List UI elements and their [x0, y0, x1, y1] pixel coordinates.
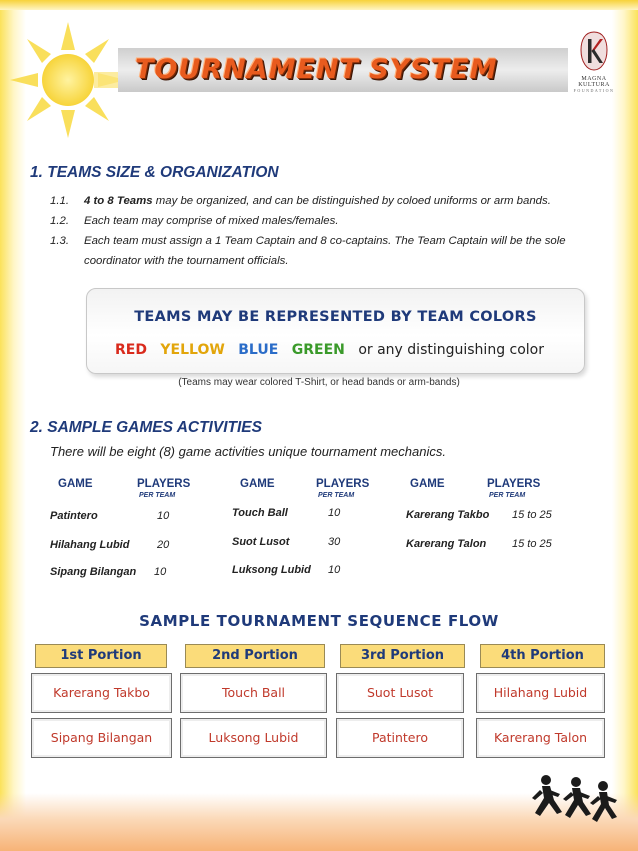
flow-cell: Karerang Takbo — [31, 673, 172, 713]
flow-cell: Sipang Bilangan — [31, 718, 172, 758]
flow-cell: Suot Lusot — [336, 673, 464, 713]
flow-title: SAMPLE TOURNAMENT SEQUENCE FLOW — [139, 612, 499, 630]
portion-header-2: 2nd Portion — [185, 644, 325, 668]
logo-k-icon — [579, 30, 609, 72]
list-item-number: 1.2. — [50, 215, 69, 227]
top-border-strip — [0, 0, 638, 10]
list-item — [50, 211, 625, 231]
game-name: Karerang Talon — [406, 538, 487, 550]
game-name: Karerang Takbo — [406, 509, 490, 521]
game-name: Touch Ball — [232, 507, 288, 519]
section-2-intro: There will be eight (8) game activities unique tournament mechanics. — [50, 444, 446, 459]
list-item-text: Each team may comprise of mixed males/females. — [84, 215, 339, 227]
flow-cell: Karerang Talon — [476, 718, 605, 758]
portion-header-4: 4th Portion — [480, 644, 605, 668]
logo — [566, 30, 622, 93]
page-title: TOURNAMENT SYSTEM — [135, 54, 498, 85]
color-green: GREEN — [291, 342, 345, 358]
game-players: 15 to 25 — [512, 538, 552, 550]
game-players: 10 — [328, 564, 341, 576]
section-2-heading: 2. SAMPLE GAMES ACTIVITIES — [30, 419, 262, 436]
col-header-players: PLAYERS — [316, 478, 370, 490]
flow-cell: Patintero — [336, 718, 464, 758]
team-colors-headline: TEAMS MAY BE REPRESENTED BY TEAM COLORS — [134, 309, 537, 325]
list-item-number: 1.3. — [50, 235, 69, 247]
col-header-per-team: PER TEAM — [139, 492, 176, 499]
game-name: Luksong Lubid — [232, 564, 311, 576]
col-header-per-team: PER TEAM — [318, 492, 355, 499]
col-header-players: PLAYERS — [487, 478, 541, 490]
logo-subtitle: FOUNDATION — [573, 88, 615, 93]
section-1-list — [50, 191, 625, 271]
flow-cell: Touch Ball — [180, 673, 327, 713]
list-item-text — [84, 191, 625, 211]
portion-header-3: 3rd Portion — [340, 644, 465, 668]
flow-cell: Luksong Lubid — [180, 718, 327, 758]
list-item-number: 1.1. — [50, 195, 69, 207]
team-colors-line — [115, 342, 544, 358]
list-item — [50, 231, 625, 271]
section-1-heading: 1. TEAMS SIZE & ORGANIZATION — [30, 164, 279, 181]
game-players: 30 — [328, 536, 341, 548]
col-header-per-team: PER TEAM — [489, 492, 526, 499]
team-colors-rest: or any distinguishing color — [358, 342, 544, 358]
list-item — [50, 191, 625, 211]
color-blue: BLUE — [238, 342, 279, 358]
game-players: 10 — [154, 566, 167, 578]
team-colors-note: (Teams may wear colored T-Shirt, or head bands or arm-bands) — [178, 377, 460, 388]
list-item-body: may be organized, and can be distinguished by coloed uniforms or arm bands. — [152, 195, 551, 207]
col-header-players: PLAYERS — [137, 478, 191, 490]
logo-name: MAGNA KULTURA — [578, 76, 610, 88]
list-item-text: Each team must assign a 1 Team Captain and 8 co-captains. The Team Captain will be the sole coordinator with the tournament officials. — [84, 235, 566, 267]
color-yellow: YELLOW — [160, 342, 225, 358]
team-colors-box — [86, 288, 585, 374]
game-name: Sipang Bilangan — [50, 566, 137, 578]
game-players: 15 to 25 — [512, 509, 552, 521]
game-players: 10 — [157, 510, 170, 522]
game-players: 10 — [328, 507, 341, 519]
runners-icon — [528, 772, 620, 834]
col-header-game: GAME — [240, 478, 275, 490]
flow-cell: Hilahang Lubid — [476, 673, 605, 713]
color-red: RED — [115, 342, 147, 358]
list-item-bold: 4 to 8 Teams — [84, 195, 153, 207]
col-header-game: GAME — [410, 478, 445, 490]
portion-header-1: 1st Portion — [35, 644, 167, 668]
col-header-game: GAME — [58, 478, 93, 490]
game-players: 20 — [157, 539, 170, 551]
game-name: Patintero — [50, 510, 98, 522]
game-name: Suot Lusot — [232, 536, 290, 548]
game-name: Hilahang Lubid — [50, 539, 130, 551]
